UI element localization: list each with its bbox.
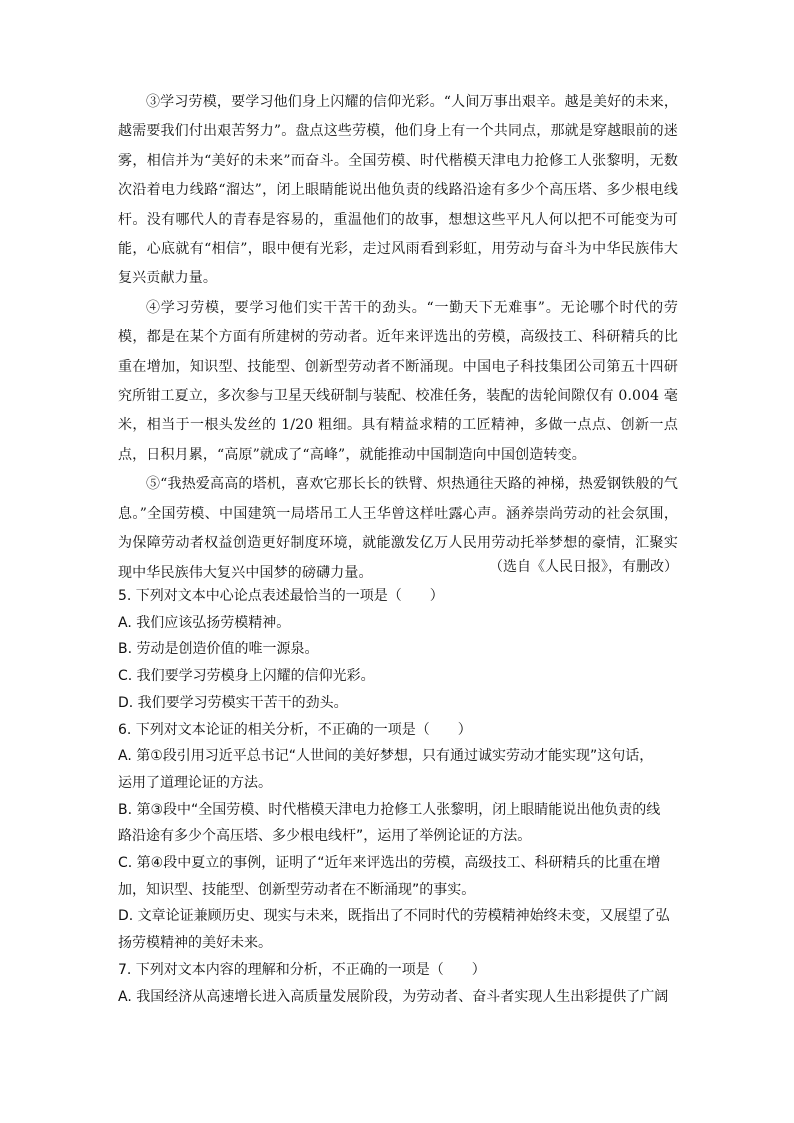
question-6-stem: 6. 下列对文本论证的相关分析，不正确的一项是（ ） [118, 721, 472, 738]
question-5-stem: 5. 下列对文本中心论点表述最恰当的一项是（ ） [118, 588, 444, 604]
question-6-option-b-line-2: 路沿途有多少个高压塔、多少根电线杆”，运用了举例论证的方法。 [118, 828, 532, 845]
paragraph-5: ⑤“我热爱高高的塔机，喜欢它那长长的铁臂、炽热通往天路的神梯，热爱钢铁般的气息。”全国劳模、中国建筑一局塔吊工人王华曾这样吐露心声。涵养崇尚劳动的社会氛围，为保障劳动者权益创造更好制度环境，就能激发亿万人民用劳动托举梦想的豪情，汇聚实现中华民族伟大复兴中国梦的磅礴力量。 [118, 476, 678, 581]
question-6-option-c-line-2: 加，知识型、技能型、创新型劳动者在不断涌现”的事实。 [118, 881, 476, 898]
question-6-option-b-line-1: B. 第③段中“全国劳模、时代楷模天津电力抢修工人张黎明，闭上眼睛能说出他负责的线 [118, 801, 661, 818]
question-5-option-c: C. 我们要学习劳模身上闪耀的信仰光彩。 [118, 668, 375, 685]
question-7 [118, 957, 678, 1010]
source-citation: （选自《人民日报》，有删改） [489, 559, 678, 575]
question-6-option-a-line-1: A. 第①段引用习近平总书记“人世间的美好梦想，只有通过诚实劳动才能实现”这句话， [118, 748, 654, 765]
question-6 [118, 717, 678, 957]
question-6-option-c-line-1: C. 第④段中夏立的事例，证明了“近年来评选出的劳模，高级技工、科研精兵的比重在增 [118, 855, 661, 872]
question-6-option-a-line-2: 运用了道理论证的方法。 [118, 774, 272, 791]
question-5-option-a: A. 我们应该弘扬劳模精神。 [118, 614, 291, 631]
question-6-option-d-line-2: 扬劳模精神的美好未来。 [118, 935, 272, 952]
paragraph-4: ④学习劳模，要学习他们实干苦干的劲头。“一勤天下无难事”。无论哪个时代的劳模，都是在某个方面有所建树的劳动者。近年来评选出的劳模，高级技工、科研精兵的比重在增加，知识型、技能型、创新型劳动者不断涌现。中国电子科技集团公司第五十四研究所钳工夏立，多次参与卫星天线研制与装配、校准任务，装配的齿轮间隙仅有 0.004 毫米，相当于一根头发丝的 1/20 粗细。具有精益求精的工匠精神，多做一点点、创新一点点，日积月累，“高原”就成了“高峰”，就能推动中国制造向中国创造转变。 [118, 299, 678, 463]
question-5 [118, 583, 678, 717]
question-5-option-d: D. 我们要学习劳模实干苦干的劲头。 [118, 694, 348, 711]
question-7-stem: 7. 下列对文本内容的理解和分析，不正确的一项是（ ） [118, 961, 486, 978]
question-7-option-a-line-1: A. 我国经济从高速增长进入高质量发展阶段，为劳动者、奋斗者实现人生出彩提供了广阔 [118, 988, 669, 1005]
question-5-option-b: B. 劳动是创造价值的唯一源泉。 [118, 641, 319, 658]
question-6-option-d-line-1: D. 文章论证兼顾历史、现实与未来，既指出了不同时代的劳模精神始终未变，又展望了弘 [118, 908, 670, 925]
question-section [118, 583, 678, 1010]
reading-passage [118, 88, 678, 588]
paragraph-3: ③学习劳模，要学习他们身上闪耀的信仰光彩。“人间万事出艰辛。越是美好的未来，越需要我们付出艰苦努力”。盘点这些劳模，他们身上有一个共同点，那就是穿越眼前的迷雾，相信并为“美好的未来”而奋斗。全国劳模、时代楷模天津电力抢修工人张黎明，无数次沿着电力线路“溜达”，闭上眼睛能说出他负责的线路沿途有多少个高压塔、多少根电线杆。没有哪代人的青春是容易的，重温他们的故事，想想这些平凡人何以把不可能变为可能，心底就有“相信”，眼中便有光彩，走过风雨看到彩虹，用劳动与奋斗为中华民族伟大复兴贡献力量。 [118, 94, 678, 287]
